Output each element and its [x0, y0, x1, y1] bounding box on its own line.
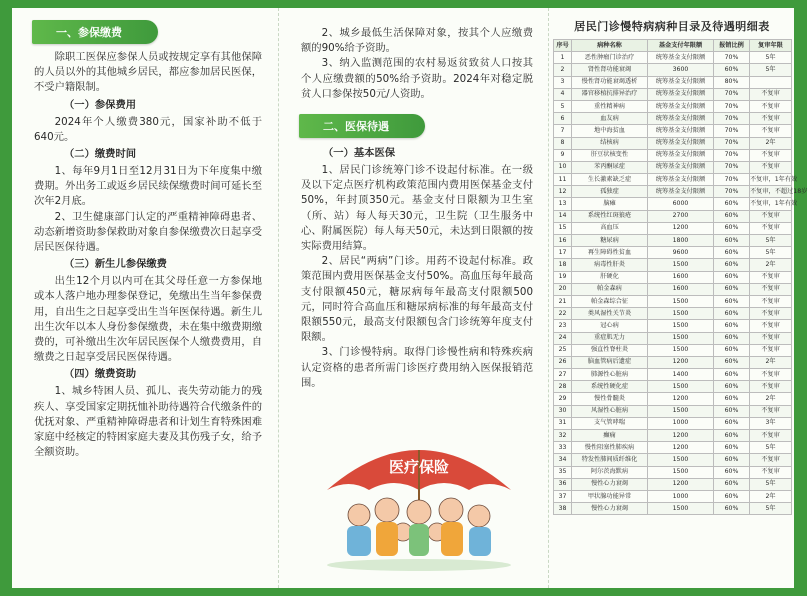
table-cell: 不复审 — [750, 283, 792, 295]
table-row — [554, 405, 792, 417]
table-cell: 5年 — [750, 503, 792, 515]
panel-disease-table — [548, 8, 807, 588]
table-cell: 60% — [714, 466, 750, 478]
table-cell: 60% — [714, 490, 750, 502]
table-cell: 统筹基金支付限额 — [648, 149, 714, 161]
subheading-period: （二）缴费时间 — [64, 148, 137, 161]
table-cell: 肝硬化 — [572, 271, 648, 283]
table-row — [554, 76, 792, 88]
table-cell: 60% — [714, 356, 750, 368]
table-cell: 70% — [714, 113, 750, 125]
table-cell: 70% — [714, 149, 750, 161]
table-cell: 不复审 — [750, 381, 792, 393]
table-cell: 1200 — [648, 356, 714, 368]
table-cell: 帕金森病 — [572, 283, 648, 295]
table-cell: 1500 — [648, 381, 714, 393]
table-cell: 14 — [554, 210, 572, 222]
table-row — [554, 283, 792, 295]
table-cell: 60% — [714, 198, 750, 210]
table-cell: 3 — [554, 76, 572, 88]
table-cell: 12 — [554, 186, 572, 198]
table-row — [554, 369, 792, 381]
table-cell: 统筹基金支付限额 — [648, 137, 714, 149]
table-cell: 苯丙酮尿症 — [572, 161, 648, 173]
table-cell: 高血压 — [572, 222, 648, 234]
table-cell: 风湿性心脏病 — [572, 405, 648, 417]
table-cell: 5年 — [750, 478, 792, 490]
table-body — [554, 52, 807, 515]
table-cell: 60% — [714, 503, 750, 515]
enrollment-intro — [34, 50, 262, 96]
table-cell: 16 — [554, 235, 572, 247]
table-cell: 支气管哮喘 — [572, 417, 648, 429]
table-cell: 肝豆状核变性 — [572, 149, 648, 161]
table-cell: 肺源性心脏病 — [572, 369, 648, 381]
table-cell: 不复审 — [750, 295, 792, 307]
table-row — [554, 174, 792, 186]
table-cell: 5年 — [750, 442, 792, 454]
table-cell: 癫痫 — [572, 430, 648, 442]
subsidy-text-1: 1、城乡特困人员、孤儿、丧失劳动能力的残疾人、享受国家定期抚恤补助待遇符合代缴条件的优抚对象、严重精神障碍患者和计划生育特殊困难家庭中经核定的特困家庭夫妻及其伤残子女，给予全额资助。 — [34, 385, 262, 459]
table-row — [554, 222, 792, 234]
table-cell: 脑血管病后遗症 — [572, 356, 648, 368]
table-cell: 1500 — [648, 466, 714, 478]
table-row — [554, 125, 792, 137]
table-cell: 不复审 — [750, 210, 792, 222]
table-cell: 60% — [714, 320, 750, 332]
table-cell: 地中海贫血 — [572, 125, 648, 137]
table-row — [554, 381, 792, 393]
col-header: 基金支付年限额 — [648, 40, 714, 52]
table-title: 居民门诊慢特病病种目录及待遇明细表 — [574, 20, 770, 33]
table-cell: 70% — [714, 52, 750, 64]
table-cell: 1000 — [648, 417, 714, 429]
table-cell: 38 — [554, 503, 572, 515]
table-cell: 慢性阻塞性肺疾病 — [572, 442, 648, 454]
table-cell: 31 — [554, 417, 572, 429]
subsidy-text-2: 2、城乡最低生活保障对象，按其个人应缴费额的90%给予资助。 — [301, 27, 533, 55]
table-cell: 脑瘫 — [572, 198, 648, 210]
subsidy-text-3: 3、纳入监测范围的农村易返贫致贫人口按其个人应缴费额的50%给予资助。2024年对稳定脱贫人口参保按50元/人资助。 — [301, 57, 533, 100]
table-cell: 不复审 — [750, 100, 792, 112]
table-row — [554, 466, 792, 478]
table-cell: 11 — [554, 174, 572, 186]
table-row — [554, 503, 792, 515]
table-cell: 3600 — [648, 64, 714, 76]
table-cell: 2700 — [648, 210, 714, 222]
table-cell: 34 — [554, 454, 572, 466]
table-cell: 29 — [554, 393, 572, 405]
intro-text: 除职工医保应参保人员或按规定享有其他保障的人员以外的其他城乡居民，都应参加居民医保，不受户籍限制。 — [34, 51, 262, 94]
table-row — [554, 344, 792, 356]
table-cell: 70% — [714, 125, 750, 137]
period-block — [34, 164, 262, 255]
table-cell: 不复审，1年有效 — [750, 198, 792, 210]
table-cell: 70% — [714, 186, 750, 198]
table-cell: 甲状腺功能异常 — [572, 490, 648, 502]
table-cell: 不复审 — [750, 430, 792, 442]
table-row — [554, 161, 792, 173]
table-cell: 13 — [554, 198, 572, 210]
table-cell: 15 — [554, 222, 572, 234]
col-header: 序号 — [554, 40, 572, 52]
table-cell: 9600 — [648, 247, 714, 259]
fees-text: 2024年个人缴费380元，国家补助不低于640元。 — [34, 115, 262, 143]
table-cell: 血友病 — [572, 113, 648, 125]
table-cell: 5年 — [750, 247, 792, 259]
table-cell: 糖尿病 — [572, 235, 648, 247]
table-cell: 7 — [554, 125, 572, 137]
table-row — [554, 186, 792, 198]
table-row — [554, 210, 792, 222]
table-cell: 统筹基金支付限额 — [648, 113, 714, 125]
table-cell: 60% — [714, 393, 750, 405]
table-cell: 统筹基金支付限额 — [648, 88, 714, 100]
table-cell: 不复审 — [750, 149, 792, 161]
umbrella-label: 医疗保险 — [388, 458, 450, 476]
table-cell: 不复审 — [750, 88, 792, 100]
table-cell: 6000 — [648, 198, 714, 210]
table-cell: 不复审，1年有效 — [750, 174, 792, 186]
table-cell: 不复审 — [750, 466, 792, 478]
table-cell: 统筹基金支付限额 — [648, 52, 714, 64]
table-cell: 60% — [714, 64, 750, 76]
table-cell: 1200 — [648, 478, 714, 490]
table-row — [554, 308, 792, 320]
table-cell: 32 — [554, 430, 572, 442]
table-cell: 2年 — [750, 490, 792, 502]
table-cell: 4 — [554, 88, 572, 100]
table-cell: 60% — [714, 454, 750, 466]
table-cell: 6 — [554, 113, 572, 125]
table-cell: 30 — [554, 405, 572, 417]
newborn-block — [34, 274, 262, 365]
subsidy-block — [34, 384, 262, 460]
table-cell: 1200 — [648, 442, 714, 454]
table-row — [554, 478, 792, 490]
table-cell: 1500 — [648, 405, 714, 417]
section-header-benefits: 二、医保待遇 — [299, 114, 425, 138]
table-row — [554, 271, 792, 283]
table-cell: 结核病 — [572, 137, 648, 149]
subheading-newborn: （三）新生儿参保缴费 — [64, 258, 167, 271]
table-cell: 不复审 — [750, 405, 792, 417]
table-cell: 1400 — [648, 369, 714, 381]
table-cell: 60% — [714, 405, 750, 417]
table-cell: 80% — [714, 76, 750, 88]
brochure-sheet — [12, 8, 807, 588]
col-header: 病种名称 — [572, 40, 648, 52]
panel-enrollment — [12, 8, 278, 588]
table-cell: 慢性心力衰竭 — [572, 478, 648, 490]
table-cell: 36 — [554, 478, 572, 490]
table-cell: 24 — [554, 332, 572, 344]
table-header-row — [554, 40, 792, 52]
table-cell: 慢性心力衰竭 — [572, 503, 648, 515]
table-cell: 10 — [554, 161, 572, 173]
table-cell: 60% — [714, 235, 750, 247]
table-cell: 统筹基金支付限额 — [648, 100, 714, 112]
table-cell: 23 — [554, 320, 572, 332]
table-cell: 1500 — [648, 320, 714, 332]
table-cell: 不复审 — [750, 308, 792, 320]
table-cell: 37 — [554, 490, 572, 502]
table-cell: 孤独症 — [572, 186, 648, 198]
table-cell: 21 — [554, 295, 572, 307]
fees-block — [34, 115, 262, 145]
table-row — [554, 320, 792, 332]
table-cell: 1500 — [648, 295, 714, 307]
table-cell: 统筹基金支付限额 — [648, 161, 714, 173]
table-cell: 3年 — [750, 417, 792, 429]
table-cell: 系统性红斑狼疮 — [572, 210, 648, 222]
table-cell: 统筹基金支付限额 — [648, 76, 714, 88]
table-cell: 强直性脊柱炎 — [572, 344, 648, 356]
table-cell: 28 — [554, 381, 572, 393]
table-cell: 再生障碍性贫血 — [572, 247, 648, 259]
panel-benefits — [278, 8, 549, 588]
table-cell: 5年 — [750, 64, 792, 76]
table-cell: 重症肌无力 — [572, 332, 648, 344]
table-cell: 9 — [554, 149, 572, 161]
table-row — [554, 113, 792, 125]
table-row — [554, 356, 792, 368]
table-row — [554, 235, 792, 247]
table-cell: 60% — [714, 259, 750, 271]
table-cell: 不复审 — [750, 454, 792, 466]
table-cell: 2年 — [750, 137, 792, 149]
table-cell: 不复审 — [750, 125, 792, 137]
table-cell: 重性精神病 — [572, 100, 648, 112]
table-cell: 病毒性肝炎 — [572, 259, 648, 271]
table-row — [554, 100, 792, 112]
table-cell: 统筹基金支付限额 — [648, 174, 714, 186]
col-header: 复审年限 — [750, 40, 792, 52]
table-cell: 1500 — [648, 332, 714, 344]
table-cell: 不复审 — [750, 332, 792, 344]
table-cell: 5 — [554, 100, 572, 112]
table-cell: 19 — [554, 271, 572, 283]
table-row — [554, 198, 792, 210]
table-cell — [750, 76, 792, 88]
table-cell: 25 — [554, 344, 572, 356]
table-cell: 2年 — [750, 356, 792, 368]
table-cell: 60% — [714, 271, 750, 283]
table-row — [554, 393, 792, 405]
table-cell: 不复审 — [750, 320, 792, 332]
table-cell: 不复审 — [750, 222, 792, 234]
table-cell: 70% — [714, 88, 750, 100]
subheading-basic: （一）基本医保 — [323, 147, 396, 160]
table-cell: 1500 — [648, 259, 714, 271]
table-cell: 2年 — [750, 259, 792, 271]
table-cell: 生长激素缺乏症 — [572, 174, 648, 186]
table-cell: 33 — [554, 442, 572, 454]
table-cell: 冠心病 — [572, 320, 648, 332]
table-row — [554, 259, 792, 271]
table-cell: 1200 — [648, 393, 714, 405]
table-cell: 1500 — [648, 454, 714, 466]
table-cell: 统筹基金支付限额 — [648, 186, 714, 198]
table-cell: 不复审 — [750, 344, 792, 356]
subheading-fees: （一）参保费用 — [64, 98, 137, 111]
table-cell: 不复审，不超过18岁 — [750, 186, 792, 198]
table-cell: 1600 — [648, 271, 714, 283]
table-cell: 60% — [714, 332, 750, 344]
umbrella-family-illustration — [319, 420, 519, 570]
benefits-block — [301, 163, 533, 391]
table-cell: 60% — [714, 295, 750, 307]
table-cell: 1500 — [648, 344, 714, 356]
table-cell: 慢性肾功能衰竭透析 — [572, 76, 648, 88]
table-cell: 5年 — [750, 52, 792, 64]
table-cell: 60% — [714, 442, 750, 454]
table-cell: 22 — [554, 308, 572, 320]
table-row — [554, 332, 792, 344]
table-cell: 2年 — [750, 393, 792, 405]
table-row — [554, 52, 792, 64]
subheading-subsidy: （四）缴费资助 — [64, 368, 137, 381]
table-cell: 70% — [714, 161, 750, 173]
table-cell: 1 — [554, 52, 572, 64]
disease-table — [553, 39, 807, 515]
table-cell: 27 — [554, 369, 572, 381]
table-cell: 帕金森综合征 — [572, 295, 648, 307]
table-cell: 统筹基金支付限额 — [648, 125, 714, 137]
table-cell: 不复审 — [750, 161, 792, 173]
table-cell: 8 — [554, 137, 572, 149]
table-cell: 60% — [714, 417, 750, 429]
period-text-2: 2、卫生健康部门认定的严重精神障碍患者、动态新增资助参保救助对象自参保缴费次日起享受居民医保待遇。 — [34, 210, 262, 254]
table-row — [554, 247, 792, 259]
table-cell: 1800 — [648, 235, 714, 247]
table-cell: 20 — [554, 283, 572, 295]
table-cell: 26 — [554, 356, 572, 368]
table-cell: 60% — [714, 381, 750, 393]
table-row — [554, 430, 792, 442]
table-row — [554, 149, 792, 161]
table-row — [554, 490, 792, 502]
table-cell: 1500 — [648, 308, 714, 320]
table-row — [554, 64, 792, 76]
col-header: 报销比例 — [714, 40, 750, 52]
table-cell: 17 — [554, 247, 572, 259]
table-cell: 系统性硬化症 — [572, 381, 648, 393]
table-cell: 18 — [554, 259, 572, 271]
table-cell: 60% — [714, 344, 750, 356]
benefit-text-1: 1、居民门诊统筹门诊不设起付标准。在一级及以下定点医疗机构政策范围内费用医保基金支付50%，年封顶350元。基金支付日限额为卫生室（所、站）每人每天30元，卫生院（卫生服务中心、附属医院）每人每天50元，未达到日限额的按实际费用结算。 — [301, 164, 533, 253]
table-cell: 不复审 — [750, 113, 792, 125]
table-cell: 60% — [714, 247, 750, 259]
table-cell: 1200 — [648, 222, 714, 234]
subsidy-cont-block — [301, 26, 533, 102]
table-row — [554, 88, 792, 100]
table-cell: 1500 — [648, 503, 714, 515]
table-row — [554, 454, 792, 466]
table-cell: 60% — [714, 210, 750, 222]
newborn-text: 出生12个月以内可在其父母任意一方参保地或本人落户地办理参保登记，免缴出生当年参保费用，自出生之日起享受出生当年医保待遇。新生儿出生次年以本人身份参保缴费，未在集中缴费期缴费的，可补缴出生次年居民医保个人缴费费用，自缴费之日起享受居民医保待遇。 — [34, 275, 262, 364]
table-cell: 1600 — [648, 283, 714, 295]
table-cell: 60% — [714, 222, 750, 234]
table-cell: 肾性肾功能衰竭 — [572, 64, 648, 76]
table-cell: 70% — [714, 137, 750, 149]
benefit-text-2: 2、居民“两病”门诊。用药不设起付标准。政策范围内费用医保基金支付50%。高血压每年最高支付限额450元，糖尿病每年最高支付限额500元，同时符合高血压和糖尿病标准的每年最高支付限额550元，最高支付限额包含门诊统筹年度支付限额。 — [301, 255, 533, 344]
table-cell: 60% — [714, 283, 750, 295]
table-cell: 类风湿性关节炎 — [572, 308, 648, 320]
table-cell: 不复审 — [750, 369, 792, 381]
table-row — [554, 295, 792, 307]
table-cell: 1000 — [648, 490, 714, 502]
table-cell: 35 — [554, 466, 572, 478]
table-cell: 恶性肿瘤门诊治疗 — [572, 52, 648, 64]
table-cell: 5年 — [750, 235, 792, 247]
benefit-text-3: 3、门诊慢特病。取得门诊慢性病和特殊疾病认定资格的患者所需门诊医疗费用纳入医保报销范围。 — [301, 346, 533, 389]
table-cell: 特发性肺间质纤维化 — [572, 454, 648, 466]
table-cell: 不复审 — [750, 271, 792, 283]
table-cell: 60% — [714, 430, 750, 442]
table-row — [554, 417, 792, 429]
table-cell: 阿尔茨海默病 — [572, 466, 648, 478]
table-cell: 60% — [714, 369, 750, 381]
table-cell: 60% — [714, 308, 750, 320]
table-cell: 器官移植抗排异治疗 — [572, 88, 648, 100]
table-cell: 慢性骨髓炎 — [572, 393, 648, 405]
table-row — [554, 442, 792, 454]
table-cell: 70% — [714, 100, 750, 112]
table-cell: 1200 — [648, 430, 714, 442]
table-cell: 2 — [554, 64, 572, 76]
table-row — [554, 137, 792, 149]
period-text-1: 1、每年9月1日至12月31日为下年度集中缴费期。外出务工或返乡居民续保缴费时间可延长至次年2月底。 — [34, 165, 262, 208]
table-cell: 60% — [714, 478, 750, 490]
table-cell: 70% — [714, 174, 750, 186]
section-header-enrollment: 一、参保缴费 — [32, 20, 158, 44]
